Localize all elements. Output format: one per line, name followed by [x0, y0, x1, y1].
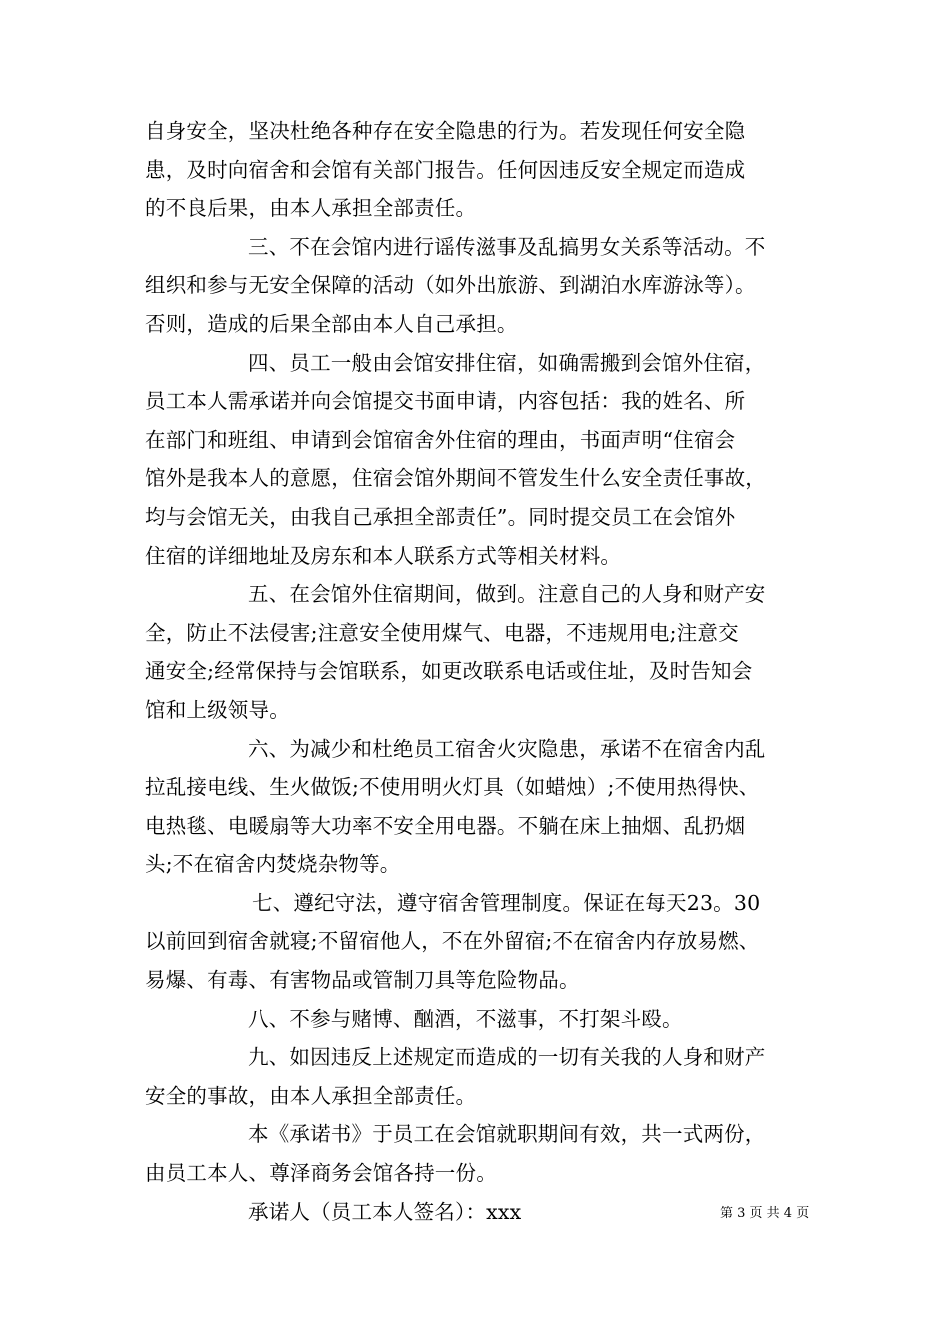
body-line: 头;不在宿舍内焚烧杂物等。 — [145, 852, 401, 877]
body-line: 的不良后果，由本人承担全部责任。 — [145, 196, 477, 221]
body-line: 员工本人需承诺并向会馆提交书面申请，内容包括：我的姓名、所 — [145, 389, 746, 414]
paragraph-8: 八、不参与赌博、酗酒，不滋事，不打架斗殴。 — [248, 1006, 683, 1031]
validity-statement: 本《承诺书》于员工在会馆就职期间有效，共一式两份， — [248, 1122, 766, 1147]
body-line: 自身安全，坚决杜绝各种存在安全隐患的行为。若发现任何安全隐 — [145, 119, 746, 143]
body-line: 由员工本人、尊泽商务会馆各持一份。 — [145, 1161, 497, 1186]
page-number-footer: 第 3 页 共 4 页 — [720, 1206, 810, 1221]
body-line: 易爆、有毒、有害物品或管制刀具等危险物品。 — [145, 968, 580, 993]
body-line: 均与会馆无关，由我自己承担全部责任”。同时提交员工在会馆外 — [145, 504, 736, 529]
body-line: 在部门和班组、申请到会馆宿舍外住宿的理由，书面声明“住宿会 — [145, 427, 736, 452]
body-line: 拉乱接电线、生火做饭;不使用明火灯具（如蜡烛）;不使用热得快、 — [145, 775, 760, 800]
body-line: 通安全;经常保持与会馆联系，如更改联系电话或住址，及时告知会 — [145, 659, 753, 684]
body-line: 患，及时向宿舍和会馆有关部门报告。任何因违反安全规定而造成 — [145, 157, 746, 182]
body-line: 以前回到宿舍就寝;不留宿他人，不在外留宿;不在宿舍内存放易燃、 — [145, 929, 760, 954]
body-line: 电热毯、电暖扇等大功率不安全用电器。不躺在床上抽烟、乱扔烟 — [145, 813, 746, 838]
paragraph-3-start: 三、不在会馆内进行谣传滋事及乱搞男女关系等活动。不 — [248, 234, 766, 259]
body-line: 否则，造成的后果全部由本人自己承担。 — [145, 311, 518, 336]
paragraph-4-start: 四、员工一般由会馆安排住宿，如确需搬到会馆外住宿， — [248, 350, 766, 375]
body-line: 馆和上级领导。 — [145, 697, 290, 722]
paragraph-9-start: 九、如因违反上述规定而造成的一切有关我的人身和财产 — [248, 1045, 766, 1070]
body-line: 安全的事故，由本人承担全部责任。 — [145, 1083, 477, 1108]
paragraph-5-start: 五、在会馆外住宿期间，做到。注意自己的人身和财产安 — [248, 582, 766, 607]
signature-line: 承诺人（员工本人签名）：xxx — [248, 1199, 522, 1224]
body-line: 馆外是我本人的意愿，住宿会馆外期间不管发生什么安全责任事故， — [145, 466, 766, 491]
body-line: 组织和参与无安全保障的活动（如外出旅游、到湖泊水库游泳等）。 — [145, 273, 756, 298]
document-body — [145, 112, 825, 1231]
body-line: 全，防止不法侵害;注意安全使用煤气、电器，不违规用电;注意交 — [145, 620, 739, 645]
paragraph-7-start: 七、遵纪守法，遵守宿舍管理制度。保证在每天23。30 — [252, 890, 761, 915]
paragraph-6-start: 六、为减少和杜绝员工宿舍火灾隐患，承诺不在宿舍内乱 — [248, 736, 766, 761]
body-line: 住宿的详细地址及房东和本人联系方式等相关材料。 — [145, 543, 622, 568]
